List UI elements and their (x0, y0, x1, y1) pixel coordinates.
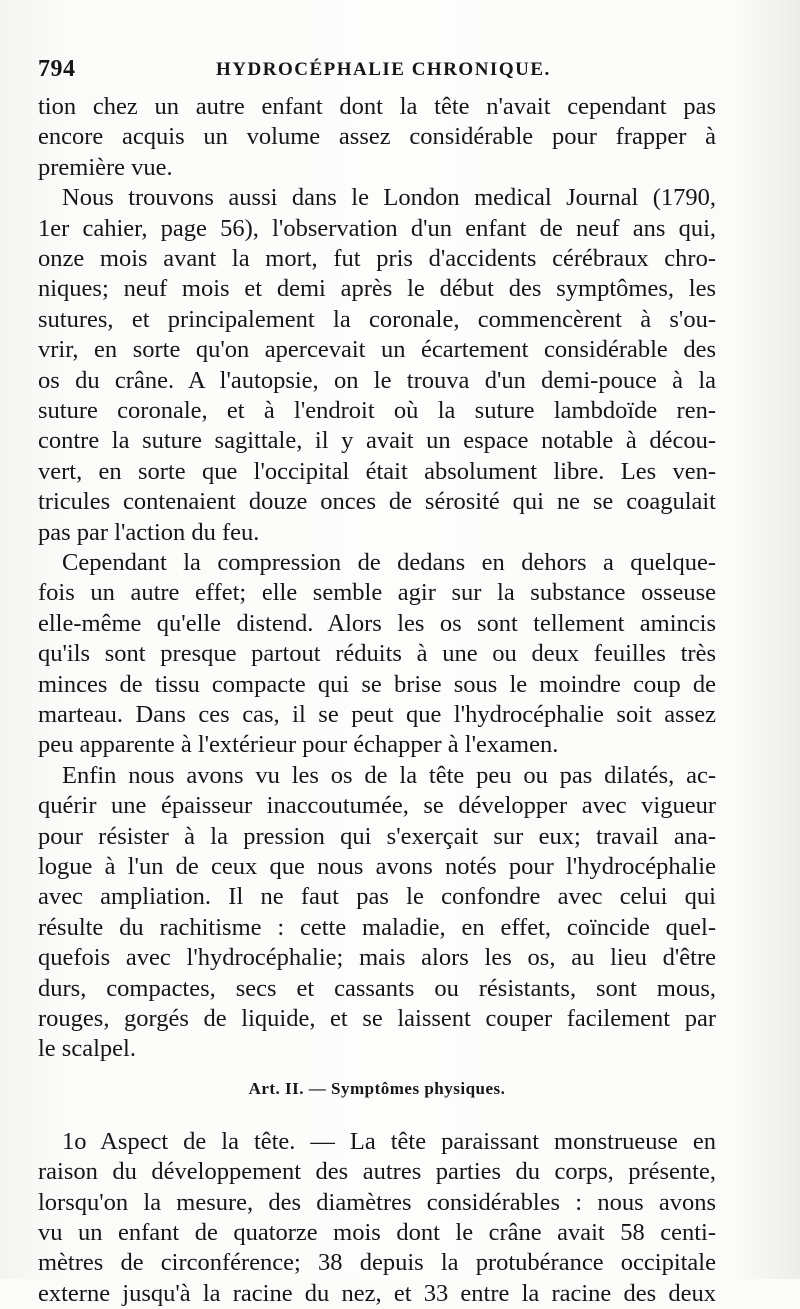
text-line: marteau. Dans ces cas, il se peut que l'hydrocéphalie soit assez (38, 701, 716, 728)
text-line: peu apparente à l'extérieur pour échapper à l'examen. (38, 731, 559, 759)
text-line: externe jusqu'à la racine du nez, et 33 entre la racine des deux (38, 1279, 716, 1307)
text-line: durs, compactes, secs et cassants ou résistants, sont mous, (38, 974, 716, 1002)
running-head: HYDROCÉPHALIE CHRONIQUE. (216, 59, 551, 80)
page-number: 794 (38, 56, 76, 82)
text-line: logue à l'un de ceux que nous avons notés pour l'hydrocéphalie (38, 853, 716, 880)
text-line: Cependant la compression de dedans en dehors a quelque- (62, 549, 716, 576)
text-line: suture coronale, et à l'endroit où la suture lambdoïde ren- (38, 397, 716, 424)
text-line: contre la suture sagittale, il y avait un espace notable à décou- (38, 427, 716, 455)
text-line: minces de tissu compacte qui se brise sous le moindre coup de (38, 670, 716, 698)
text-line: os du crâne. A l'autopsie, on le trouva d'un demi-pouce à la (38, 366, 716, 394)
text-line: vert, en sorte que l'occipital était absolument libre. Les ven- (38, 457, 716, 485)
text-line: raison du développement des autres parties du corps, présente, (38, 1158, 716, 1186)
text-line: tion chez un autre enfant dont la tête n'avait cependant pas (38, 93, 716, 120)
text-line: vu un enfant de quatorze mois dont le crâne avait 58 centi- (38, 1219, 716, 1246)
text-line: tricules contenaient douze onces de sérosité qui ne se coagulait (38, 488, 716, 516)
text-line: lorsqu'on la mesure, des diamètres considérables : nous avons (38, 1188, 716, 1216)
text-line: Enfin nous avons vu les os de la tête peu ou pas dilatés, ac- (62, 761, 716, 789)
text-line: qu'ils sont presque partout réduits à une ou deux feuilles très (38, 640, 716, 668)
section-heading: Art. II. — Symptômes physiques. (248, 1078, 506, 1098)
text-line: mètres de circonférence; 38 depuis la protubérance occipitale (38, 1249, 716, 1277)
page-header (38, 56, 738, 90)
text-line: le scalpel. (38, 1035, 136, 1063)
text-line: fois un autre effet; elle semble agir sur la substance osseuse (38, 579, 716, 607)
text-line: 1o Aspect de la tête. — La tête paraissant monstrueuse en (62, 1127, 716, 1155)
text-line: avec ampliation. Il ne faut pas le confondre avec celui qui (38, 883, 716, 911)
text-line: vrir, en sorte qu'on apercevait un écartement considérable des (38, 336, 716, 364)
text-line: pas par l'action du feu. (38, 518, 260, 546)
text-line: première vue. (38, 153, 173, 181)
text-line: Nous trouvons aussi dans le London medical Journal (1790, (62, 184, 716, 212)
text-line: niques; neuf mois et demi après le début des symptômes, les (38, 275, 716, 303)
text-line: 1er cahier, page 56), l'observation d'un enfant de neuf ans qui, (38, 214, 716, 242)
text-line: sutures, et principalement la coronale, commencèrent à s'ou- (38, 305, 716, 333)
text-line: pour résister à la pression qui s'exerçait sur eux; travail ana- (38, 822, 716, 850)
text-line: rouges, gorgés de liquide, et se laissent couper facilement par (38, 1005, 716, 1032)
text-line: elle-même qu'elle distend. Alors les os sont tellement amincis (38, 609, 716, 637)
text-line: onze mois avant la mort, fut pris d'accidents cérébraux chro- (38, 245, 716, 272)
text-line: quefois avec l'hydrocéphalie; mais alors les os, au lieu d'être (38, 944, 716, 972)
text-line: quérir une épaisseur inaccoutumée, se développer avec vigueur (38, 792, 716, 820)
text-line: encore acquis un volume assez considérable pour frapper à (38, 123, 716, 151)
text-line: résulte du rachitisme : cette maladie, en effet, coïncide quel- (38, 913, 716, 941)
